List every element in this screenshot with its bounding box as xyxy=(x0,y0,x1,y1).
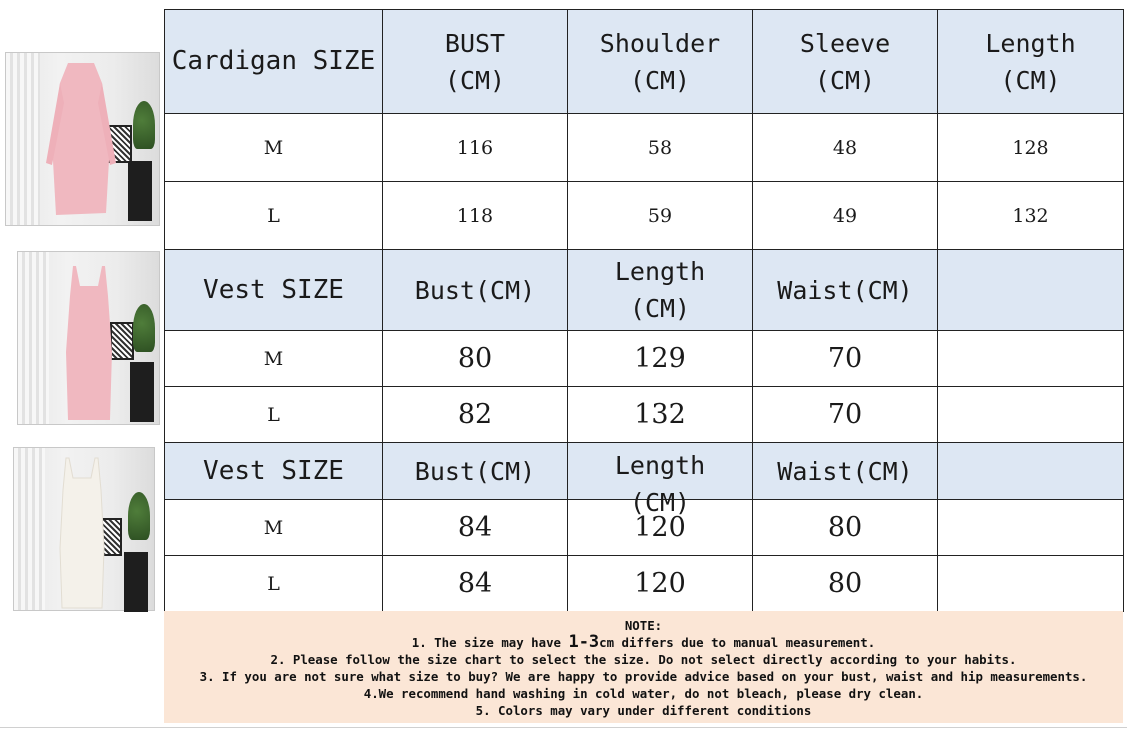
vest-length-header: Length (CM) xyxy=(568,443,753,500)
pink-cardigan-dress-icon xyxy=(6,53,159,225)
note-line-1: 1. The size may have 1-3cm differs due to manual measurement. xyxy=(411,632,876,652)
table-row xyxy=(165,556,1124,612)
table-row xyxy=(165,182,1124,250)
size-chart-table xyxy=(164,9,1124,612)
cardigan-shoulder-header: Shoulder (CM) xyxy=(568,10,753,114)
cardigan-length-header: Length (CM) xyxy=(938,10,1124,114)
size-label: M xyxy=(165,500,383,556)
length-value: 132 xyxy=(938,182,1124,250)
vest-bust-header: Bust(CM) xyxy=(383,443,568,500)
white-vest-dress-icon xyxy=(14,448,154,610)
note-line-2: 2. Please follow the size chart to select the size. Do not select directly according to your habits. xyxy=(270,652,1017,667)
waist-value: 80 xyxy=(753,500,938,556)
vest-waist-header: Waist(CM) xyxy=(753,250,938,331)
product-photo-white-vest xyxy=(13,447,155,611)
empty-header-cell xyxy=(938,250,1124,331)
note-title: NOTE: xyxy=(624,618,663,633)
length-value: 129 xyxy=(568,331,753,387)
vest-header-row xyxy=(165,443,1124,500)
table-row xyxy=(165,114,1124,182)
cardigan-header-row xyxy=(165,10,1124,114)
note-line-4: 4.We recommend hand washing in cold water, do not bleach, please dry clean. xyxy=(363,686,924,701)
empty-header-cell xyxy=(938,443,1124,500)
bust-value: 80 xyxy=(383,331,568,387)
length-value: 132 xyxy=(568,387,753,443)
bust-value: 116 xyxy=(383,114,568,182)
size-label: L xyxy=(165,556,383,612)
vest-size-header: Vest SIZE xyxy=(165,250,383,331)
sleeve-value: 49 xyxy=(753,182,938,250)
vest-length-header: Length (CM) xyxy=(568,250,753,331)
length-value: 128 xyxy=(938,114,1124,182)
waist-value: 70 xyxy=(753,331,938,387)
note-box xyxy=(164,611,1123,723)
cardigan-sleeve-header: Sleeve (CM) xyxy=(753,10,938,114)
size-label: M xyxy=(165,331,383,387)
note-line-3: 3. If you are not sure what size to buy? We are happy to provide advice based on your bust, waist and hip measurements. xyxy=(199,669,1088,684)
cardigan-bust-header: BUST (CM) xyxy=(383,10,568,114)
empty-cell xyxy=(938,500,1124,556)
pink-vest-dress-icon xyxy=(18,252,159,424)
empty-cell xyxy=(938,387,1124,443)
cardigan-size-header: Cardigan SIZE xyxy=(165,10,383,114)
bust-value: 84 xyxy=(383,556,568,612)
vest-header-row xyxy=(165,250,1124,331)
bust-value: 118 xyxy=(383,182,568,250)
vest-size-header: Vest SIZE xyxy=(165,443,383,500)
length-value: 120 xyxy=(568,500,753,556)
product-photo-pink-vest xyxy=(17,251,160,425)
bust-value: 82 xyxy=(383,387,568,443)
table-row xyxy=(165,387,1124,443)
empty-cell xyxy=(938,556,1124,612)
bottom-divider xyxy=(0,727,1127,728)
empty-cell xyxy=(938,331,1124,387)
size-label: M xyxy=(165,114,383,182)
vest-waist-header: Waist(CM) xyxy=(753,443,938,500)
shoulder-value: 58 xyxy=(568,114,753,182)
table-row xyxy=(165,331,1124,387)
bust-value: 84 xyxy=(383,500,568,556)
length-value: 120 xyxy=(568,556,753,612)
size-label: L xyxy=(165,182,383,250)
waist-value: 80 xyxy=(753,556,938,612)
waist-value: 70 xyxy=(753,387,938,443)
product-photo-pink-cardigan xyxy=(5,52,160,226)
size-label: L xyxy=(165,387,383,443)
shoulder-value: 59 xyxy=(568,182,753,250)
vest-bust-header: Bust(CM) xyxy=(383,250,568,331)
sleeve-value: 48 xyxy=(753,114,938,182)
note-line-5: 5. Colors may vary under different conditions xyxy=(475,703,812,718)
